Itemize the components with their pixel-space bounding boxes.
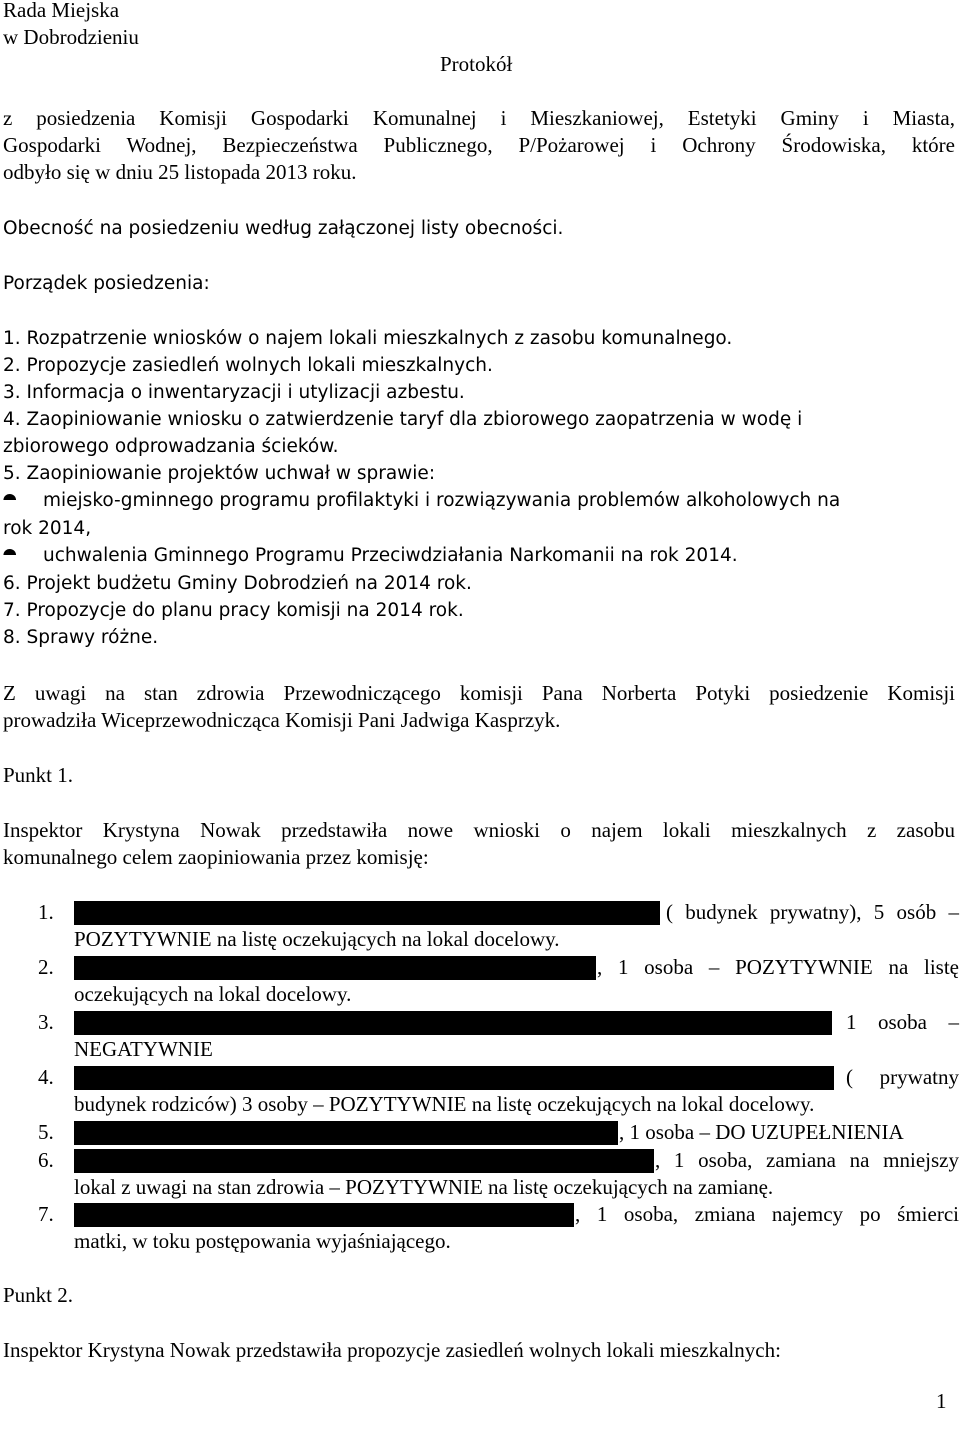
agenda-subitem-continuation: rok 2014, — [3, 518, 92, 539]
application-item — [74, 1064, 959, 1091]
intro-paragraph — [3, 105, 955, 186]
council-header — [3, 0, 955, 51]
redacted-block — [74, 1121, 618, 1145]
application-status-continuation: POZYTYWNIE na listę oczekujących na lokal docelowy. — [74, 927, 560, 951]
application-number: 3. — [38, 1010, 54, 1034]
agenda-item: 8. Sprawy różne. — [3, 627, 159, 648]
intro-line: Gospodarki Wodnej, Bezpieczeństwa Publicznego, P/Pożarowej i Ochrony Środowiska, które — [3, 133, 955, 157]
council-name-line1: Rada Miejska — [3, 0, 120, 22]
agenda-item-continuation: zbiorowego odprowadzania ścieków. — [3, 436, 339, 457]
application-status-continuation: budynek rodziców) 3 osoby – POZYTYWNIE na listę oczekujących na lokal docelowy. — [74, 1092, 815, 1116]
punkt2-heading: Punkt 2. — [3, 1283, 74, 1307]
redacted-block — [74, 1011, 832, 1035]
application-item — [74, 899, 959, 926]
agenda-item: 3. Informacja o inwentaryzacji i utylizacji azbestu. — [3, 382, 465, 403]
applications-list — [0, 899, 960, 1259]
application-item — [74, 1201, 959, 1228]
application-status: , 1 osoba, zamiana na mniejszy — [655, 1148, 959, 1172]
application-status-continuation: matki, w toku postępowania wyjaśniającego. — [74, 1229, 451, 1253]
agenda-item: 7. Propozycje do planu pracy komisji na 2014 rok. — [3, 600, 464, 621]
application-status-continuation: oczekujących na lokal docelowy. — [74, 982, 352, 1006]
redacted-block — [74, 901, 660, 925]
redacted-block — [74, 956, 596, 980]
application-status-continuation: NEGATYWNIE — [74, 1037, 213, 1061]
agenda-subitem: ⯊ miejsko-gminnego programu profilaktyki i rozwiązywania problemów alkoholowych na — [3, 487, 955, 515]
redacted-block — [74, 1203, 574, 1227]
application-item — [74, 954, 959, 981]
agenda-list — [3, 325, 955, 651]
agenda-item: 2. Propozycje zasiedleń wolnych lokali mieszkalnych. — [3, 355, 493, 376]
application-number: 5. — [38, 1120, 54, 1144]
punkt1-intro — [3, 817, 955, 871]
page-number: 1 — [936, 1389, 947, 1413]
application-item — [74, 1009, 959, 1036]
document-title: Protokół — [440, 52, 513, 76]
application-number: 2. — [38, 955, 54, 979]
application-status: ( budynek prywatny), 5 osób – — [666, 900, 959, 924]
application-status: , 1 osoba, zmiana najemcy po śmierci — [575, 1202, 959, 1226]
chair-note-line: Z uwagi na stan zdrowia Przewodniczącego komisji Pana Norberta Potyki posiedzenie Komisji — [3, 681, 955, 705]
agenda-item: 5. Zaopiniowanie projektów uchwał w sprawie: — [3, 463, 436, 484]
application-number: 6. — [38, 1148, 54, 1172]
application-status: , 1 osoba – POZYTYWNIE na listę — [597, 955, 959, 979]
application-item — [74, 1119, 959, 1146]
chair-note-line: prowadziła Wiceprzewodnicząca Komisji Pani Jadwiga Kasprzyk. — [3, 708, 561, 732]
punkt1-intro-line: Inspektor Krystyna Nowak przedstawiła nowe wnioski o najem lokali mieszkalnych z zasobu — [3, 818, 955, 842]
intro-line: z posiedzenia Komisji Gospodarki Komunalnej i Mieszkaniowej, Estetyki Gminy i Miasta, — [3, 106, 955, 130]
agenda-subitem: ⯊ uchwalenia Gminnego Programu Przeciwdziałania Narkomanii na rok 2014. — [3, 542, 955, 570]
application-item — [74, 1147, 959, 1174]
council-name-line2: w Dobrodzieniu — [3, 25, 139, 49]
bullet-icon: ⯊ — [3, 491, 17, 511]
chair-note — [3, 680, 955, 734]
application-number: 1. — [38, 900, 54, 924]
application-number: 4. — [38, 1065, 54, 1089]
bullet-icon: ⯊ — [3, 546, 17, 566]
attendance-note: Obecność na posiedzeniu według załączonej listy obecności. — [3, 218, 564, 239]
application-status: 1 osoba – — [846, 1010, 959, 1034]
punkt2-intro: Inspektor Krystyna Nowak przedstawiła propozycje zasiedleń wolnych lokali mieszkalnych: — [3, 1338, 781, 1362]
application-status: ( prywatny — [846, 1065, 959, 1089]
application-number: 7. — [38, 1202, 54, 1226]
redacted-block — [74, 1066, 834, 1090]
intro-line: odbyło się w dniu 25 listopada 2013 roku. — [3, 160, 357, 184]
application-status: , 1 osoba – DO UZUPEŁNIENIA — [619, 1120, 904, 1144]
agenda-item: 4. Zaopiniowanie wniosku o zatwierdzenie taryf dla zbiorowego zaopatrzenia w wodę i — [3, 409, 803, 430]
application-status-continuation: lokal z uwagi na stan zdrowia – POZYTYWNIE na listę oczekujących na zamianę. — [74, 1175, 774, 1199]
redacted-block — [74, 1149, 654, 1173]
agenda-item: 1. Rozpatrzenie wniosków o najem lokali mieszkalnych z zasobu komunalnego. — [3, 328, 733, 349]
agenda-title: Porządek posiedzenia: — [3, 273, 210, 294]
punkt1-heading: Punkt 1. — [3, 763, 74, 787]
agenda-item: 6. Projekt budżetu Gminy Dobrodzień na 2014 rok. — [3, 573, 472, 594]
punkt1-intro-line: komunalnego celem zaopiniowania przez komisję: — [3, 845, 429, 869]
